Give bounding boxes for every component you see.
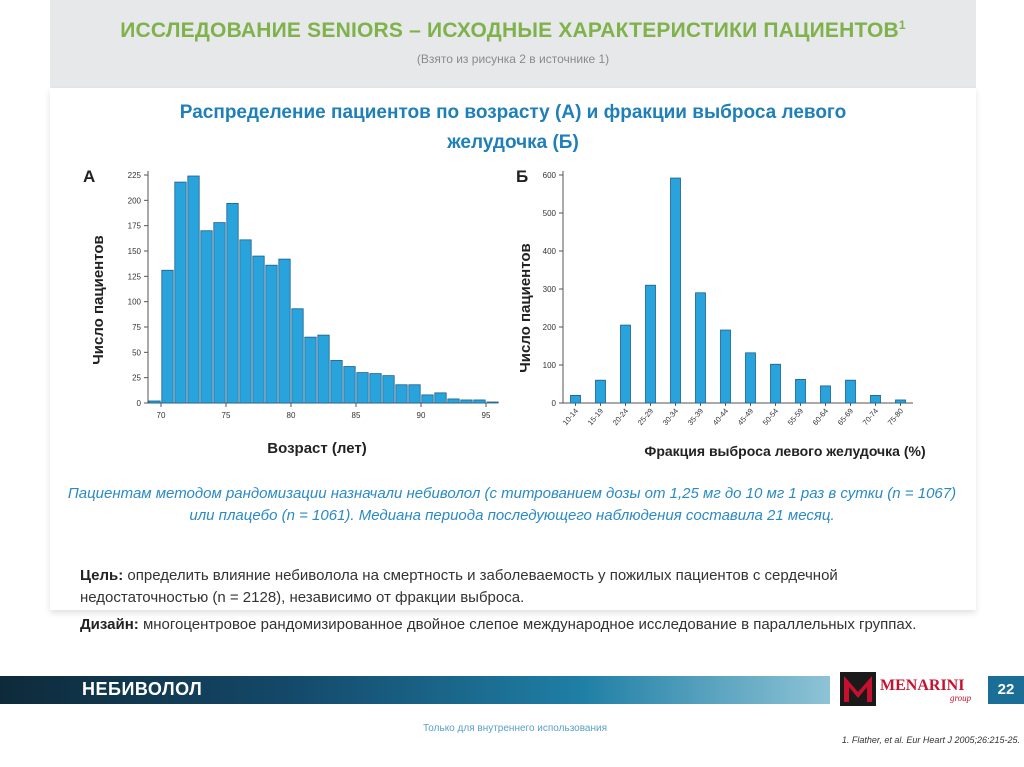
x-tick-label-b: 55-59	[785, 406, 806, 427]
x-tick-label-b: 65-69	[835, 406, 856, 427]
x-tick-label-b: 70-74	[860, 406, 881, 427]
bar-age	[435, 393, 446, 403]
y-axis-label-a: Число пациентов	[90, 235, 107, 365]
study-goal	[80, 565, 960, 609]
bar-ef	[821, 386, 831, 403]
page-title: ИССЛЕДОВАНИЕ SENIORS – ИСХОДНЫЕ ХАРАКТЕРИСТИКИ ПАЦИЕНТОВ$^1$	[120, 18, 906, 42]
x-tick-label-a: 85	[351, 411, 361, 420]
logo-text: MENARINI	[880, 677, 965, 694]
y-tick-label-a: 200	[127, 196, 141, 206]
page-number: 22	[988, 676, 1024, 704]
bar-ef	[746, 353, 756, 403]
bar-age	[240, 240, 251, 403]
bar-ef	[646, 285, 656, 403]
x-tick-label-b: 20-24	[610, 406, 631, 427]
y-tick-label-a: 100	[127, 297, 141, 307]
bar-ef	[771, 364, 781, 403]
bar-age	[227, 203, 238, 403]
x-tick-label-b: 60-64	[810, 406, 831, 427]
bar-age	[383, 376, 394, 403]
menarini-logo	[838, 668, 978, 710]
x-tick-label-b: 45-49	[735, 406, 756, 427]
footer-brand: НЕБИВОЛОЛ	[82, 679, 203, 699]
chart-heading-line1: Распределение пациентов по возрасту (А) и фракции выброса левого	[179, 102, 847, 123]
randomization-note: Пациентам методом рандомизации назначали небиволол (с титрованием дозы от 1,25 мг до 10 мг 1 раз в сутки (n = 1067) или плацебо (n = 1061). Медиана периода последующего наблюдения составила 21 месяц.	[67, 485, 957, 524]
bar-age	[266, 265, 277, 403]
bar-age	[149, 401, 160, 403]
bar-age	[318, 335, 329, 403]
bar-ef	[696, 293, 706, 403]
x-tick-label-b: 15-19	[585, 406, 606, 427]
y-tick-label-a: 125	[127, 272, 141, 282]
bar-age	[279, 259, 290, 403]
bar-age	[448, 399, 459, 403]
y-tick-label-a: 225	[127, 171, 141, 180]
bar-age	[357, 373, 368, 403]
x-tick-label-a: 80	[286, 411, 296, 420]
x-axis-label-b: Фракция выброса левого желудочка (%)	[644, 443, 926, 459]
y-tick-label-a: 75	[132, 323, 141, 332]
study-design	[80, 614, 960, 636]
y-tick-label-b: 200	[542, 323, 556, 332]
bar-age	[175, 182, 186, 403]
x-tick-label-a: 95	[481, 411, 491, 420]
bar-ef	[721, 330, 731, 403]
x-tick-label-b: 10-14	[560, 406, 581, 427]
y-tick-label-a: 50	[132, 348, 141, 358]
bar-age	[305, 337, 316, 403]
bar-age	[474, 400, 485, 403]
chart-ef	[516, 167, 926, 459]
bar-ef	[571, 395, 581, 403]
chart-age	[83, 167, 498, 457]
bar-age	[292, 309, 303, 403]
goal-text: определить влияние небиволола на смертность и заболеваемость у пожилых пациентов с сердечной недостаточностью (n = 2128), независимо от фракции выброса.	[80, 567, 838, 606]
bar-ef	[671, 178, 681, 403]
design-text: многоцентровое рандомизированное двойное слепое международное исследование в параллельных группах.	[138, 616, 917, 633]
bar-ef	[846, 380, 856, 403]
bar-age	[253, 256, 264, 403]
y-tick-label-a: 175	[127, 221, 141, 231]
goal-label: Цель:	[80, 567, 124, 584]
bar-age	[487, 402, 498, 403]
y-tick-label-b: 100	[542, 361, 556, 370]
x-tick-label-a: 75	[221, 411, 231, 420]
bar-age	[214, 223, 225, 403]
bar-age	[422, 395, 433, 403]
x-tick-label-a: 70	[156, 411, 166, 420]
bar-age	[331, 360, 342, 403]
x-tick-label-b: 30-34	[660, 406, 681, 427]
x-tick-label-b: 35-39	[685, 406, 706, 427]
y-tick-label-b: 300	[542, 285, 556, 294]
bar-age	[162, 270, 173, 403]
x-tick-label-b: 75-80	[885, 406, 906, 427]
design-label: Дизайн:	[80, 616, 139, 633]
bar-age	[396, 385, 407, 403]
bar-ef	[621, 325, 631, 403]
bar-ef	[896, 400, 906, 403]
y-tick-label-a: 0	[136, 399, 141, 408]
bar-ef	[871, 395, 881, 403]
logo-sub: group	[950, 693, 972, 703]
x-axis-label-a: Возраст (лет)	[267, 440, 367, 457]
internal-use-note: Только для внутреннего использования	[422, 723, 608, 734]
bar-age	[370, 374, 381, 403]
chart-heading-line2: желудочка (Б)	[447, 132, 579, 153]
x-tick-label-b: 40-44	[710, 406, 731, 427]
bar-ef	[796, 379, 806, 403]
y-tick-label-b: 0	[551, 399, 556, 408]
x-tick-label-a: 90	[416, 411, 426, 420]
x-tick-label-b: 25-29	[635, 406, 656, 427]
page-subtitle: (Взято из рисунка 2 в источнике 1)	[416, 52, 610, 66]
y-tick-label-b: 500	[542, 209, 556, 218]
bar-age	[461, 400, 472, 403]
y-axis-label-b: Число пациентов	[517, 243, 534, 373]
bar-ef	[596, 380, 606, 403]
bar-age	[409, 385, 420, 403]
y-tick-label-b: 600	[542, 171, 556, 180]
x-tick-label-b: 50-54	[760, 406, 781, 427]
y-tick-label-b: 400	[542, 247, 556, 256]
panel-label-b: Б	[516, 167, 529, 186]
bar-age	[188, 176, 199, 403]
y-tick-label-a: 25	[132, 373, 141, 383]
panel-label-a: А	[83, 167, 96, 186]
y-tick-label-a: 150	[127, 247, 141, 256]
bar-age	[201, 231, 212, 403]
citation: 1. Flather, et al. Eur Heart J 2005;26:215-25.	[841, 735, 1020, 745]
bar-age	[344, 367, 355, 403]
